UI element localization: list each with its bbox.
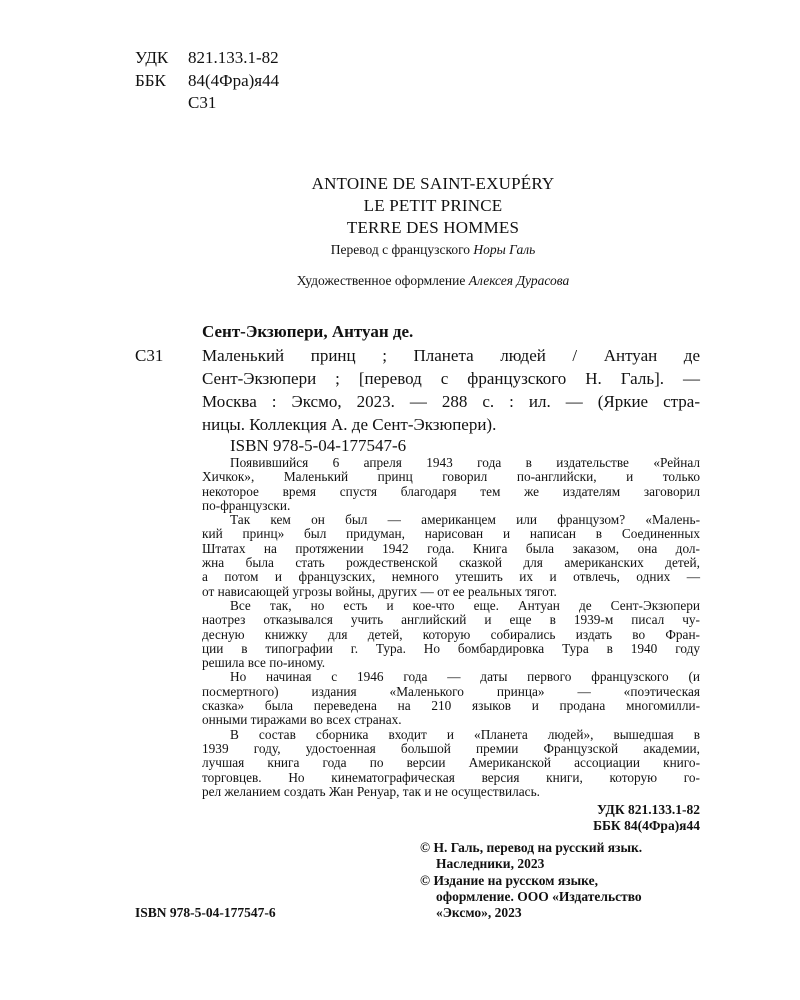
annotation-bbk: ББК 84(4Фра)я44: [593, 817, 700, 833]
biblio-isbn: ISBN 978-5-04-177547-6: [230, 436, 407, 455]
translation-credit: [150, 242, 716, 258]
annotation-line: лучшая книга года по версии Американской ассоциации книго-: [202, 755, 700, 771]
annotation-paragraph: [202, 513, 700, 599]
annotation-udk: УДК 821.133.1-82: [597, 802, 700, 817]
biblio-line: Москва : Эксмо, 2023. — 288 с. : ил. — (Яркие стра-: [202, 392, 700, 411]
annotation-line: а потом и французских, немного утешить их и отвлечь, одних —: [202, 569, 700, 585]
annotation-paragraph: [202, 456, 700, 513]
annotation-line: Но начиная с 1946 года — даты первого французского (и: [230, 669, 700, 685]
biblio-line: ницы. Коллекция А. де Сент-Экзюпери).: [202, 415, 497, 434]
annotation-line: Штатах на протяжении 1942 года. Книга была заказом, она дол-: [202, 540, 700, 556]
copyright-block: [420, 840, 642, 921]
bbk-value: 84(4Фра)я44: [188, 70, 280, 90]
annotation-paragraph: [202, 670, 700, 727]
isbn-bottom: ISBN 978-5-04-177547-6: [135, 905, 276, 920]
annotation-line: Так кем он был — американцем или французом? «Малень-: [230, 512, 700, 528]
annotation-line: посмертного) издания «Маленького принца» — «поэтическая: [202, 683, 700, 699]
annotation-line: от нависающей угрозы войны, других — от ее реальных тягот.: [202, 583, 557, 599]
annotation-line: кий принц» был придуман, нарисован и написан в Соединенных: [202, 526, 700, 542]
biblio-mark: С31: [135, 346, 164, 365]
copyright-line: © Н. Галь, перевод на русский язык.: [420, 840, 643, 855]
annotation-paragraph: [202, 599, 700, 670]
author-name: ANTOINE DE SAINT-EXUPÉRY: [311, 174, 555, 193]
biblio-heading: Сент-Экзюпери, Антуан де.: [202, 322, 414, 341]
book-title-1: LE PETIT PRINCE: [363, 196, 503, 215]
annotation-paragraph: [202, 728, 700, 799]
copyright-line: «Эксмо», 2023: [436, 905, 522, 921]
biblio-line: Маленький принц ; Планета людей / Антуан де: [202, 346, 700, 365]
design-prefix: Художественное оформление: [296, 273, 469, 288]
copyright-line: оформление. ООО «Издательство: [436, 888, 642, 904]
udk-label: УДК: [135, 48, 169, 67]
biblio-line: Сент-Экзюпери ; [перевод с французского Н. Галь]. —: [202, 369, 700, 388]
design-credit: [150, 273, 716, 289]
annotation-line: Хичкок», Маленький принц говорил по-английски, и только: [202, 469, 700, 485]
title-block: [150, 173, 716, 239]
designer: Алексея Дурасова: [468, 273, 570, 288]
annotation-line: десную книжку для детей, которую собирались издать во Фран-: [202, 626, 700, 642]
annotation-line: торговцев. Но кинематографическая версия книги, которую го-: [202, 769, 700, 785]
book-title-2: TERRE DES HOMMES: [346, 218, 520, 237]
translation-prefix: Перевод с французского: [330, 242, 474, 257]
copyright-line: © Издание на русском языке,: [420, 872, 598, 888]
udk-value: 821.133.1-82: [188, 48, 279, 67]
annotation-line: решила все по-иному.: [202, 655, 326, 671]
annotation-classification: [593, 802, 700, 833]
annotation-line: сказка» была переведена на 210 языков и продана многомилли-: [202, 698, 700, 714]
author-mark: С31: [188, 93, 217, 112]
annotation-line: некоторое время спустя благодаря тем же издателям заговорил: [202, 483, 700, 499]
annotation-line: Все так, но есть и кое-что еще. Антуан де Сент-Экзюпери: [230, 597, 700, 613]
annotation-line: наотрез отказывался учить английский и еще в 1939-м писал чу-: [202, 612, 700, 628]
bbk-label: ББК: [135, 70, 166, 90]
annotation-line: Появившийся 6 апреля 1943 года в издательстве «Рейнал: [230, 455, 700, 470]
annotation-line: В состав сборника входит и «Планета людей», вышедшая в: [230, 726, 700, 742]
copyright-line: Наследники, 2023: [436, 856, 545, 872]
annotation-line: жна была стать рождественской сказкой для американских детей,: [202, 555, 700, 571]
annotation-line: онными тиражами во всех странах.: [202, 712, 402, 728]
annotation: [202, 456, 700, 799]
annotation-line: рел желанием создать Жан Ренуар, так и не осуществилась.: [202, 783, 540, 799]
annotation-line: по-французски.: [202, 497, 291, 513]
translator: Норы Галь: [473, 242, 536, 257]
annotation-line: 1939 году, удостоенная большой премии Французской академии,: [202, 740, 700, 756]
classification-block: [135, 47, 279, 115]
annotation-line: ции в типографии г. Тура. Но бомбардировка Тура в 1940 году: [202, 640, 700, 656]
biblio-description: [202, 344, 700, 455]
